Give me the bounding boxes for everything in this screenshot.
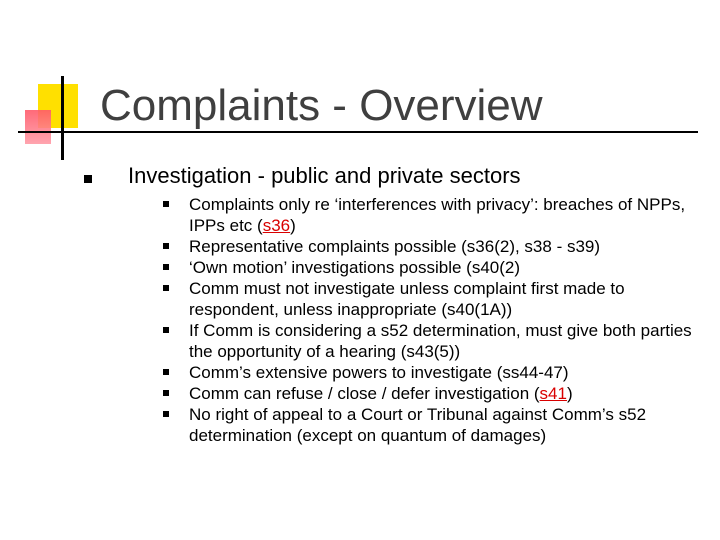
bullet-square-icon [163,411,169,417]
list-item [0,236,720,257]
list-item-text: Comm’s extensive powers to investigate (ss44-47) [189,363,569,382]
list-item-text: No right of appeal to a Court or Tribunal against Comm’s s52 determination (except on quantum of damages) [189,405,647,445]
section-link[interactable]: s36 [262,216,291,235]
list-item: Complaints only re ‘interferences with privacy’: breaches of NPPs, IPPs etc (s36) [0,194,720,236]
list-item-text: ‘Own motion’ investigations possible (s40(2) [189,258,521,277]
bullet-square-icon [163,243,169,249]
sub-bullet-list [0,194,720,446]
bullet-square-icon [163,285,169,291]
decor-red-square [25,110,51,144]
bullet-square-icon [84,175,92,183]
bullet-square-icon [163,327,169,333]
list-item [0,320,720,362]
list-item-text: Comm must not investigate unless complaint first made to respondent, unless inappropriate (s40(1A)) [189,279,625,319]
main-bullet-text: Investigation - public and private sectors [128,163,521,188]
bullet-square-icon [163,264,169,270]
section-link[interactable]: s41 [539,384,567,403]
list-item: Comm can refuse / close / defer investigation (s41) [0,383,720,404]
decor-vertical-line [61,76,64,160]
decor-horizontal-line [18,131,698,133]
list-item-text: Complaints only re ‘interferences with privacy’: breaches of NPPs, IPPs etc ( [189,195,686,235]
list-item-text: Representative complaints possible (s36(2), s38 - s39) [189,237,601,256]
bullet-square-icon [163,390,169,396]
bullet-square-icon [163,369,169,375]
list-item [0,404,720,446]
list-item [0,278,720,320]
list-item-text: Comm can refuse / close / defer investigation ( [189,384,540,403]
bullet-square-icon [163,201,169,207]
list-item [0,362,720,383]
list-item-text: If Comm is considering a s52 determination, must give both parties the opportunity of a hearing (s43(5)) [189,321,692,361]
slide-title: Complaints - Overview [100,81,543,130]
list-item [0,257,720,278]
